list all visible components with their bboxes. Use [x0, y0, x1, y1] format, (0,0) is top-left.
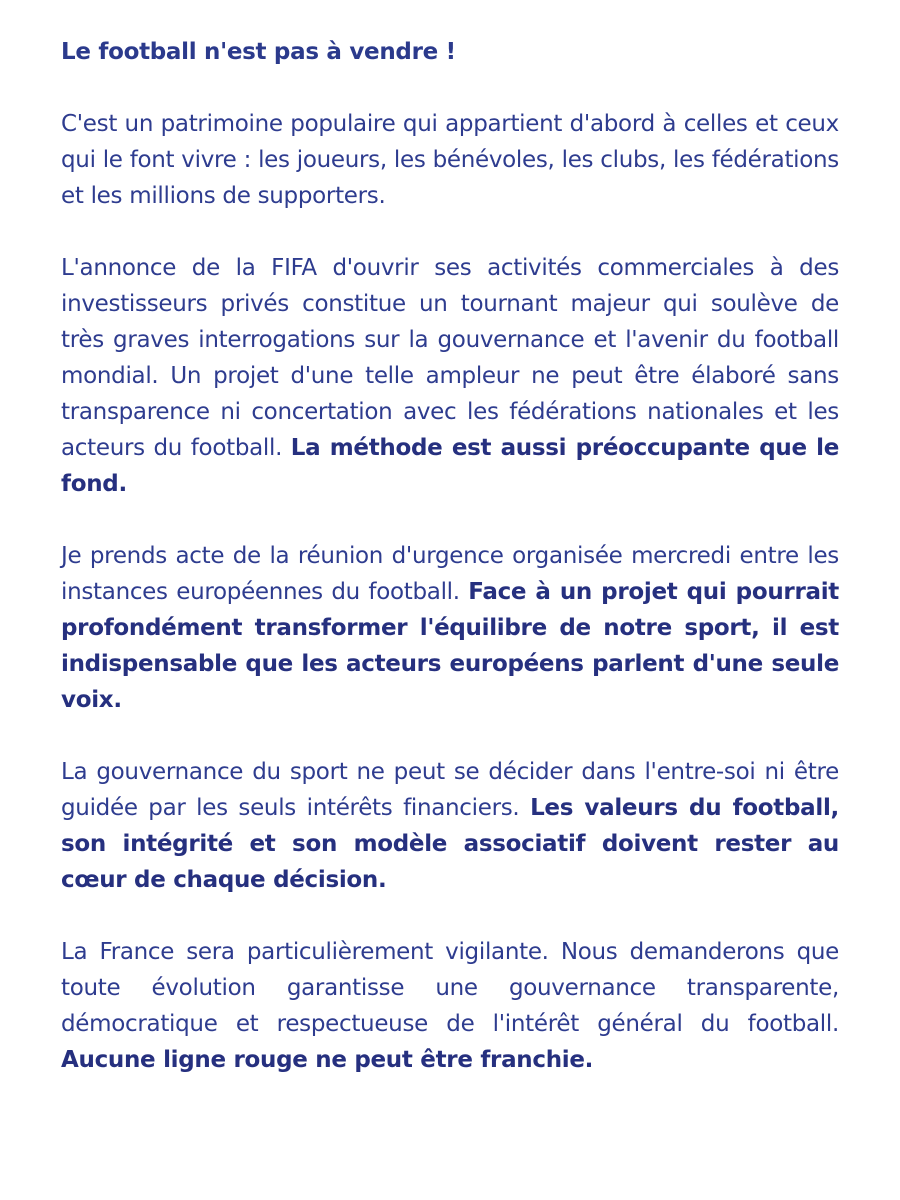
statement-title: Le football n'est pas à vendre ! [61, 39, 456, 65]
paragraph-5-emphasis: Aucune ligne rouge ne peut être franchie. [61, 1047, 594, 1073]
paragraph-3-emphasis: Face à un projet qui pourrait profondément transformer l'équilibre de notre sport, il est indispensable que les acteurs européens parlent d'une seule voix. [61, 579, 839, 713]
paragraph-3-text: Je prends acte de la réunion d'urgence organisée mercredi entre les instances européennes du football. [61, 543, 839, 605]
paragraph-3 [61, 538, 839, 718]
paragraph-4-text: La gouvernance du sport ne peut se décider dans l'entre-soi ni être guidée par les seuls intérêts financiers. [61, 759, 839, 821]
paragraph-4-emphasis: Les valeurs du football, son intégrité et son modèle associatif doivent rester au cœur de chaque décision. [61, 795, 839, 893]
paragraph-1-text: C'est un patrimoine populaire qui appartient d'abord à celles et ceux qui le font vivre : les joueurs, les bénévoles, les clubs, les fédérations et les millions de supporters. [61, 111, 839, 209]
paragraph-2-emphasis: La méthode est aussi préoccupante que le fond. [61, 435, 839, 497]
paragraph-4 [61, 754, 839, 898]
paragraph-2-text: L'annonce de la FIFA d'ouvrir ses activités commerciales à des investisseurs privés constitue un tournant majeur qui soulève de très graves interrogations sur la gouvernance et l'avenir du football mondial. Un projet d'une telle ampleur ne peut être élaboré sans transparence ni concertation avec les fédérations nationales et les acteurs du football. [61, 255, 839, 461]
paragraph-5 [61, 934, 839, 1078]
paragraph-2 [61, 250, 839, 502]
paragraph-5-text: La France sera particulièrement vigilante. Nous demanderons que toute évolution garantisse une gouvernance transparente, démocratique et respectueuse de l'intérêt général du football. [61, 939, 839, 1037]
paragraph-1 [61, 106, 839, 214]
